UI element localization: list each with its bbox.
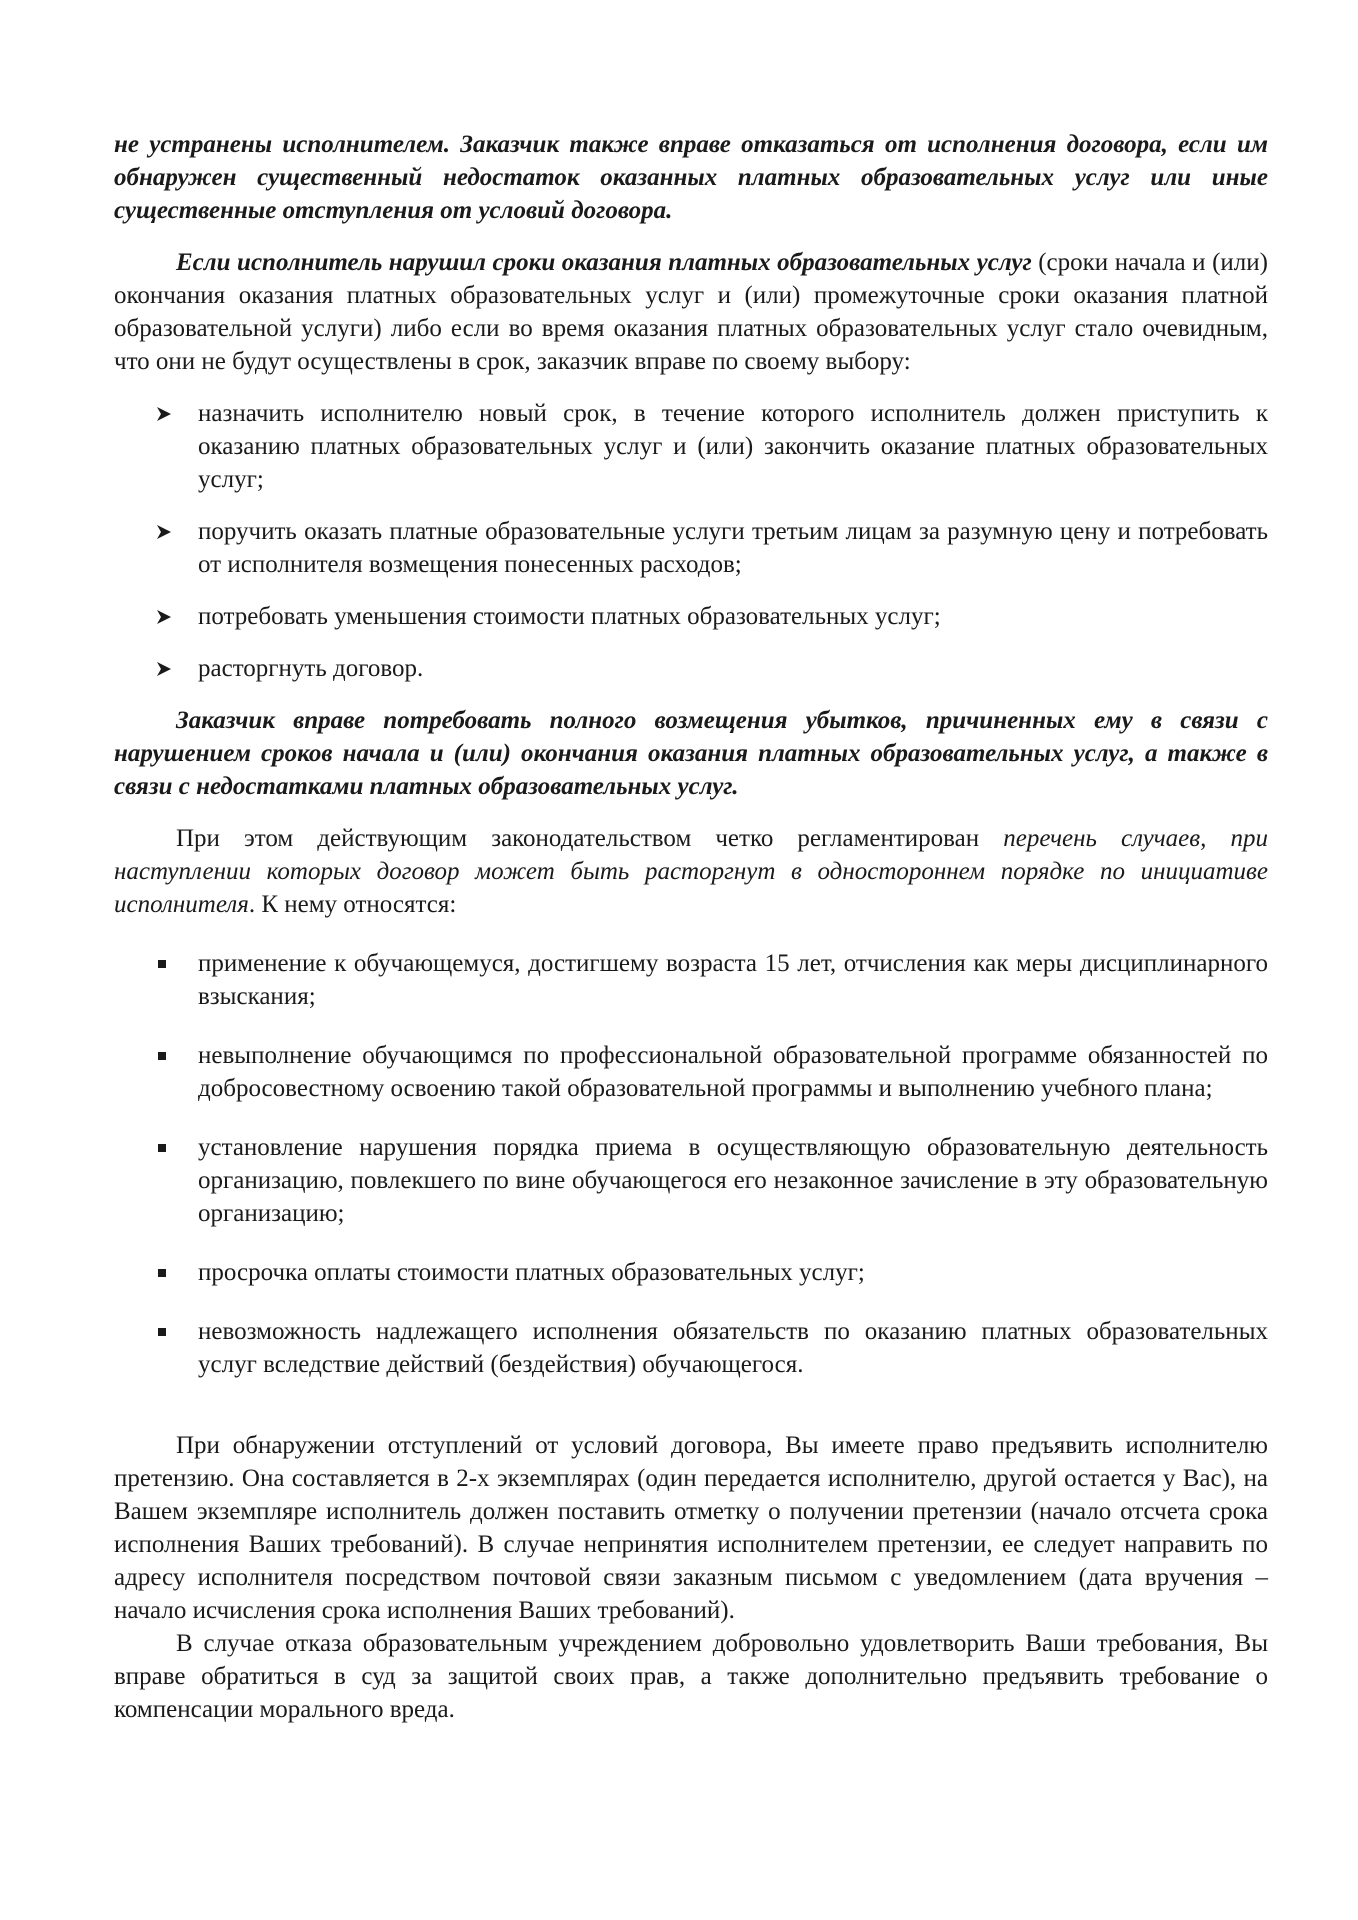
claim-text: При обнаружении отступлений от условий договора, Вы имеете право предъявить исполнителю претензию. Она составляется в 2-х экземплярах (один передается исполнителю, другой остается у Вас), на Вашем экземпляре исполнитель должен поставить отметку о получении претензии (начало отсчета срока исполнения Ваших требований). В случае непринятия исполнителем претензии, ее следует направить по адресу исполнителя посредством почтовой связи заказным письмом с уведомлением (дата вручения – начало исчисления срока исполнения Ваших требований). [114, 1432, 1268, 1624]
list-item-text: невыполнение обучающимся по профессиональной образовательной программе обязанностей по добросовестному освоению такой образовательной программы и выполнению учебного плана; [198, 1042, 1268, 1102]
square-bullet-icon [156, 1131, 166, 1164]
paragraph-damages [114, 704, 1268, 803]
list-item [114, 397, 1268, 496]
customer-options-list [114, 397, 1268, 685]
list-item-text: назначить исполнителю новый срок, в течение которого исполнитель должен приступить к оказанию платных образовательных услуг и (или) закончить оказание платных образовательных услуг; [198, 400, 1268, 493]
list-item [114, 947, 1268, 1013]
arrow-bullet-icon [156, 600, 172, 633]
list-item [114, 652, 1268, 685]
paragraph-court [114, 1627, 1268, 1726]
list-item-text: невозможность надлежащего исполнения обязательств по оказанию платных образовательных услуг вследствие действий (бездействия) обучающегося. [198, 1318, 1268, 1378]
square-bullet-icon [156, 1039, 166, 1072]
termination-text-after: . К нему относятся: [248, 891, 457, 918]
list-item [114, 600, 1268, 633]
list-item [114, 1039, 1268, 1105]
arrow-bullet-icon [156, 652, 172, 685]
court-text: В случае отказа образовательным учреждением добровольно удовлетворить Ваши требования, Вы вправе обратиться в суд за защитой своих прав, а также дополнительно предъявить требование о компенсации морального вреда. [114, 1630, 1268, 1723]
termination-text-italic: перечень случаев, при наступлении которых договор может быть расторгнут в одностороннем порядке по инициативе исполнителя [114, 825, 1268, 918]
list-item [114, 515, 1268, 581]
list-item-text: потребовать уменьшения стоимости платных образовательных услуг; [198, 603, 941, 630]
list-item-text: установление нарушения порядка приема в осуществляющую образовательную деятельность организацию, повлекшего по вине обучающегося его незаконное зачисление в эту образовательную организацию; [198, 1134, 1268, 1227]
deadline-violation-lead: Если исполнитель нарушил сроки оказания платных образовательных услуг [176, 249, 1032, 276]
list-item-text: расторгнуть договор. [198, 655, 424, 682]
arrow-bullet-icon [156, 397, 172, 430]
square-bullet-icon [156, 947, 166, 980]
paragraph-termination-cases [114, 822, 1268, 921]
termination-cases-list [114, 947, 1268, 1381]
list-item-text: применение к обучающемуся, достигшему возраста 15 лет, отчисления как меры дисциплинарного взыскания; [198, 950, 1268, 1010]
damages-text: Заказчик вправе потребовать полного возмещения убытков, причиненных ему в связи с нарушением сроков начала и (или) окончания оказания платных образовательных услуг, а также в связи с недостатками платных образовательных услуг. [114, 707, 1268, 800]
paragraph-deadline-violation [114, 246, 1268, 378]
list-item [114, 1131, 1268, 1230]
refusal-text: не устранены исполнителем. Заказчик также вправе отказаться от исполнения договора, если им обнаружен существенный недостаток оказанных платных образовательных услуг или иные существенные отступления от условий договора. [114, 131, 1268, 224]
deadline-violation-text: (сроки начала и (или) окончания оказания платных образовательных услуг и (или) промежуточные сроки оказания платной образовательной услуги) либо если во время оказания платных образовательных услуг стало очевидным, что они не будут осуществлены в срок, заказчик вправе по своему выбору: [114, 249, 1268, 375]
arrow-bullet-icon [156, 515, 172, 548]
document-page [114, 128, 1268, 1726]
square-bullet-icon [156, 1256, 166, 1289]
paragraph-refusal [114, 128, 1268, 227]
list-item-text: поручить оказать платные образовательные услуги третьим лицам за разумную цену и потребовать от исполнителя возмещения понесенных расходов; [198, 518, 1268, 578]
termination-text-before: При этом действующим законодательством четко регламентирован [176, 825, 1004, 852]
square-bullet-icon [156, 1315, 166, 1348]
list-item [114, 1256, 1268, 1289]
list-item-text: просрочка оплаты стоимости платных образовательных услуг; [198, 1259, 865, 1286]
list-item [114, 1315, 1268, 1381]
paragraph-claim [114, 1429, 1268, 1627]
